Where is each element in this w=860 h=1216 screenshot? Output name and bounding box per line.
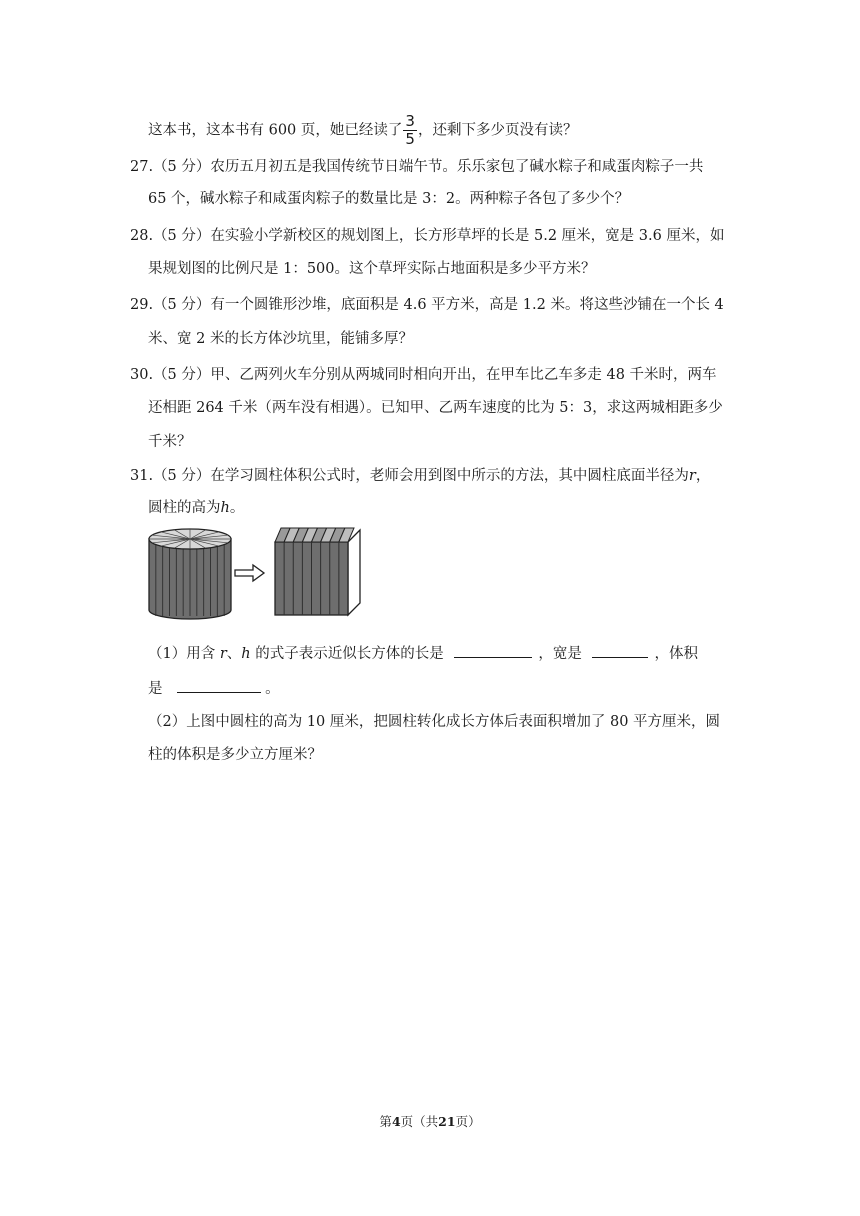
volume-answer-blank[interactable] bbox=[177, 678, 261, 693]
part1-text: （1）用含 bbox=[148, 646, 220, 662]
cylinder-to-cuboid-figure bbox=[145, 522, 365, 622]
q29-line-1: 29.（5 分）有一个圆锥形沙堆，底面积是 4.6 平方米，高是 1.2 米。将这些沙铺在一个长 4 bbox=[130, 297, 724, 313]
q31-line-1 bbox=[130, 466, 710, 486]
q26-continuation bbox=[148, 113, 577, 148]
q28-line-1: 28.（5 分）在实验小学新校区的规划图上，长方形草坪的长是 5.2 厘米，宽是 3.6 厘米，如 bbox=[130, 228, 725, 244]
q29-line-2: 米、宽 2 米的长方体沙坑里，能铺多厚？ bbox=[148, 331, 413, 347]
q31-part2-line-1: （2）上图中圆柱的高为 10 厘米，把圆柱转化成长方体后表面积增加了 80 平方厘米，圆 bbox=[148, 714, 721, 730]
page-footer bbox=[0, 1112, 860, 1130]
q26-text-after: ，还剩下多少页没有读？ bbox=[417, 122, 578, 139]
q31-part1-line-1 bbox=[148, 643, 698, 664]
footer-text-2: 页（共 bbox=[400, 1114, 439, 1129]
q28-line-2: 果规划图的比例尺是 1：500。这个草坪实际占地面积是多少平方米？ bbox=[148, 261, 596, 277]
q31-text: 31.（5 分）在学习圆柱体积公式时，老师会用到图中所示的方法，其中圆柱底面半径为 bbox=[130, 468, 689, 484]
q27-line-1: 27.（5 分）农历五月初五是我国传统节日端午节。乐乐家包了碱水粽子和咸蛋肉粽子一共 bbox=[130, 159, 704, 175]
q27-line-2: 65 个，碱水粽子和咸蛋肉粽子的数量比是 3：2。两种粽子各包了多少个？ bbox=[148, 191, 630, 207]
q31-punct: ， bbox=[695, 468, 711, 484]
variable-h: h bbox=[220, 500, 230, 516]
part1-variable-h: h bbox=[241, 646, 251, 662]
volume-label-cont: 是 bbox=[148, 681, 163, 697]
part1-length-label: 的式子表示近似长方体的长是 bbox=[250, 646, 444, 662]
footer-text-3: 页） bbox=[455, 1114, 481, 1129]
fraction-denominator: 5 bbox=[405, 130, 415, 148]
part1-variable-r: r bbox=[219, 646, 227, 662]
q30-line-1: 30.（5 分）甲、乙两列火车分别从两城同时相向开出，在甲车比乙车多走 48 千米时，两车 bbox=[130, 367, 717, 383]
q26-text-before: 这本书，这本书有 600 页，她已经读了 bbox=[148, 122, 403, 139]
part1-end: 。 bbox=[265, 681, 280, 697]
volume-label: ，体积 bbox=[654, 646, 698, 662]
total-pages: 21 bbox=[438, 1114, 456, 1129]
width-label: ，宽是 bbox=[538, 646, 582, 662]
footer-text-1: 第 bbox=[379, 1114, 392, 1129]
q30-line-2: 还相距 264 千米（两车没有相遇）。已知甲、乙两车速度的比为 5：3，求这两城相距多少 bbox=[148, 400, 723, 416]
q31-part1-line-2 bbox=[148, 678, 280, 699]
q31-text-height: 圆柱的高为 bbox=[148, 500, 221, 516]
width-answer-blank[interactable] bbox=[592, 643, 648, 658]
cuboid-icon bbox=[275, 528, 360, 617]
page-number: 4 bbox=[391, 1114, 401, 1129]
transform-arrow-icon bbox=[235, 565, 264, 581]
fraction-three-fifths bbox=[403, 113, 417, 148]
fraction-numerator: 3 bbox=[405, 112, 415, 130]
variable-r: r bbox=[688, 468, 696, 484]
q31-line-2 bbox=[148, 498, 244, 518]
length-answer-blank[interactable] bbox=[454, 643, 532, 658]
q30-line-3: 千米？ bbox=[148, 434, 192, 450]
q31-punct-end: 。 bbox=[229, 500, 245, 516]
cylinder-icon bbox=[149, 529, 231, 619]
q31-part2-line-2: 柱的体积是多少立方厘米？ bbox=[148, 747, 322, 763]
part1-separator: 、 bbox=[226, 646, 242, 662]
